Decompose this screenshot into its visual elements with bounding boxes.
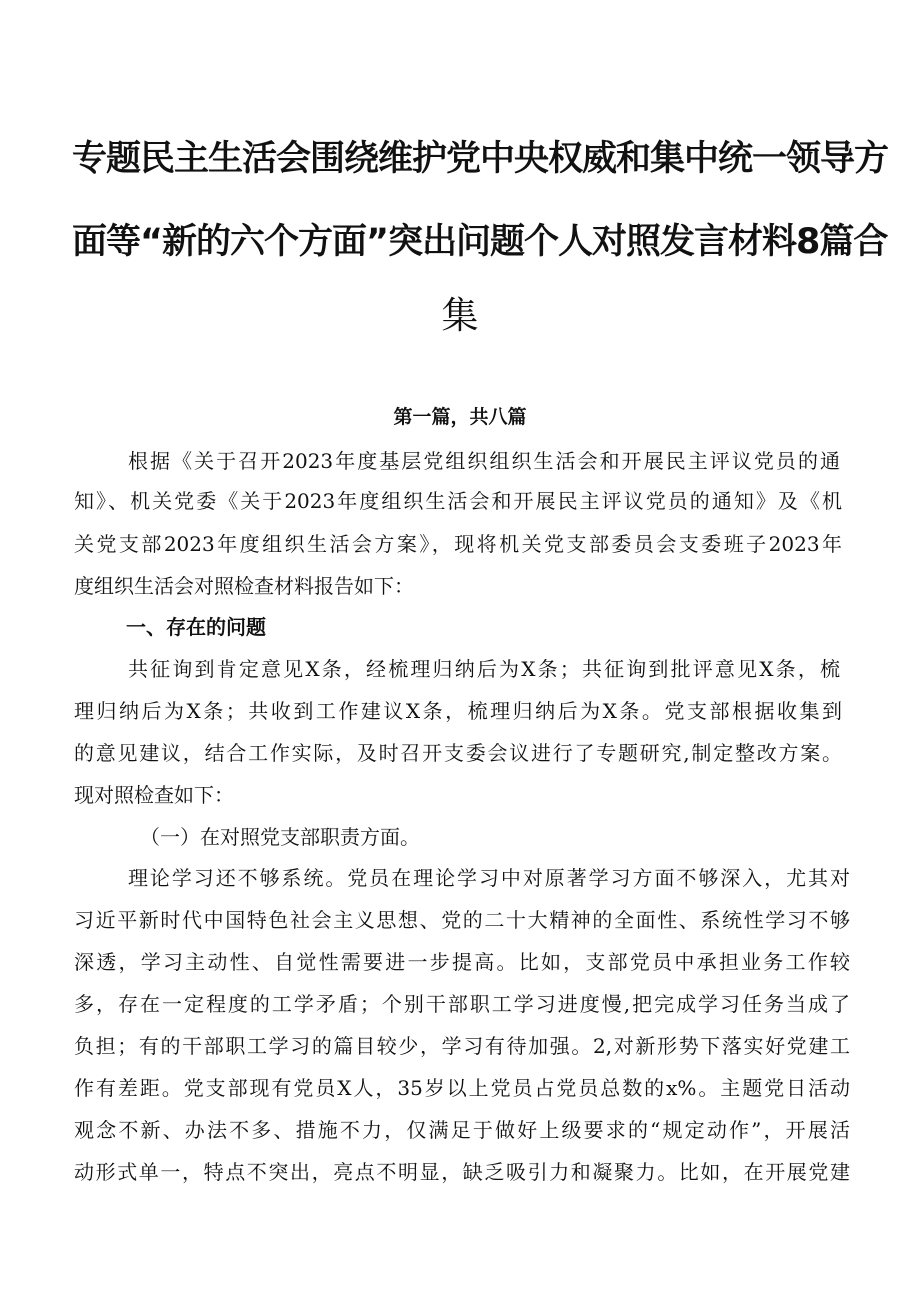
paragraph-3-line-6: 作有差距。党支部现有党员X人，35岁以上党员占党员总数的x%。主题党日活动: [74, 1076, 850, 1100]
section-heading-1: 一、存在的问题: [126, 615, 266, 639]
paragraph-2-line-4: 现对照检查如下：: [74, 783, 234, 807]
paragraph-3-line-2: 习近平新时代中国特色社会主义思想、党的二十大精神的全面性、系统性学习不够: [74, 908, 850, 932]
paragraph-1-line-3: 关党支部2023年度组织生活会方案》，现将机关党支部委员会支委班子2023年: [74, 532, 842, 556]
paragraph-1-line-1: 根据《关于召开2023年度基层党组织组织生活会和开展民主评议党员的通: [128, 449, 840, 473]
paragraph-2-line-1: 共征询到肯定意见X条，经梳理归纳后为X条；共征询到批评意见X条，梳: [128, 657, 840, 681]
paragraph-3-line-7: 观念不新、办法不多、措施不力，仅满足于做好上级要求的“规定动作”，开展活: [74, 1118, 850, 1142]
paragraph-3-line-8: 动形式单一，特点不突出，亮点不明显，缺乏吸引力和凝聚力。比如，在开展党建: [74, 1160, 850, 1184]
paragraph-2-line-3: 的意见建议，结合工作实际，及时召开支委会议进行了专题研究,制定整改方案。: [74, 741, 842, 765]
paragraph-1-line-4: 度组织生活会对照检查材料报告如下：: [74, 574, 414, 598]
document-title-line-2: 面等“新的六个方面”突出问题个人对照发言材料8篇合: [72, 222, 888, 262]
document-subtitle: 第一篇，共八篇: [393, 406, 527, 428]
paragraph-3-line-4: 多，存在一定程度的工学矛盾；个别干部职工学习进度慢,把完成学习任务当成了: [74, 992, 850, 1016]
document-title-line-3: 集: [441, 294, 479, 337]
paragraph-1-line-2: 知》、机关党委《关于2023年度组织生活会和开展民主评议党员的通知》及《机: [74, 489, 842, 513]
paragraph-3-line-3: 深透，学习主动性、自觉性需要进一步提高。比如，支部党员中承担业务工作较: [74, 950, 850, 974]
subsection-heading-1: （一）在对照党支部职责方面。: [140, 825, 420, 849]
paragraph-3-line-1: 理论学习还不够系统。党员在理论学习中对原著学习方面不够深入，尤其对: [128, 866, 850, 890]
document-title-line-1: 专题民主生活会围绕维护党中央权威和集中统一领导方: [72, 139, 889, 179]
paragraph-2-line-2: 理归纳后为X条；共收到工作建议X条，梳理归纳后为X条。党支部根据收集到: [74, 699, 842, 723]
paragraph-3-line-5: 负担；有的干部职工学习的篇目较少，学习有待加强。2,对新形势下落实好党建工: [74, 1034, 850, 1058]
